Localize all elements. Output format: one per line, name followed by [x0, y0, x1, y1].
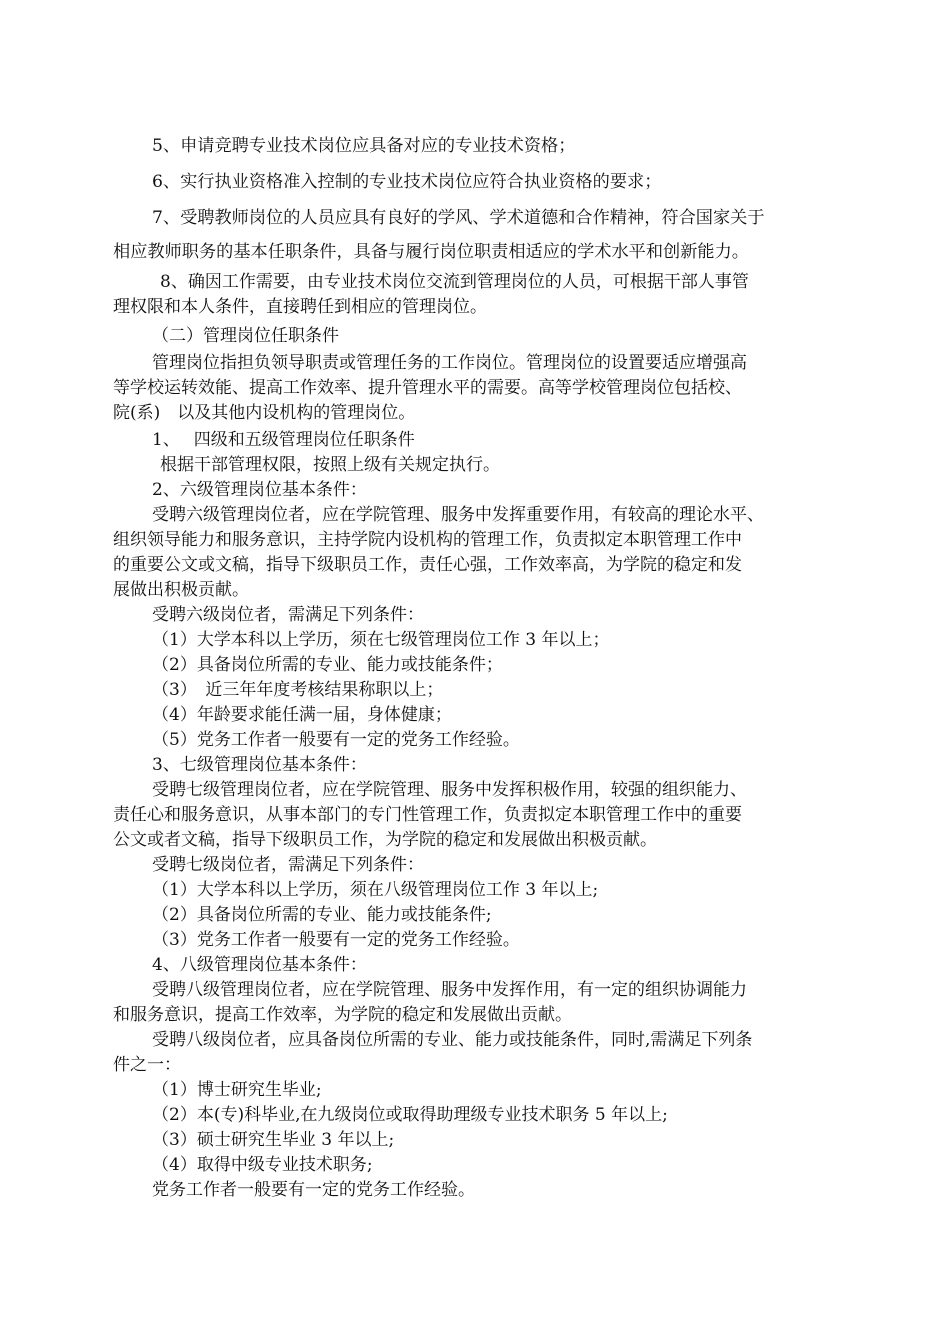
paragraph: 受聘六级管理岗位者，应在学院管理、服务中发挥重要作用，有较高的理论水平、 [152, 505, 764, 525]
paragraph: 2、六级管理岗位基本条件： [152, 480, 367, 500]
paragraph: 3、七级管理岗位基本条件： [152, 755, 367, 775]
list-item: （4）取得中级专业技术职务; [152, 1155, 373, 1175]
list-item: （3） 近三年年度考核结果称职以上； [152, 680, 444, 700]
paragraph: 6、实行执业资格准入控制的专业技术岗位应符合执业资格的要求； [152, 172, 662, 192]
list-item: （3）硕士研究生毕业 3 年以上; [152, 1130, 395, 1150]
paragraph: 党务工作者一般要有一定的党务工作经验。 [152, 1180, 475, 1200]
paragraph: 公文或者文稿，指导下级职员工作，为学院的稳定和发展做出积极贡献。 [113, 830, 657, 850]
paragraph: 责任心和服务意识，从事本部门的专门性管理工作，负责拟定本职管理工作中的重要 [113, 805, 742, 825]
list-item: （2）本(专)科毕业,在九级岗位或取得助理级专业技术职务 5 年以上; [152, 1105, 668, 1125]
list-item: （2）具备岗位所需的专业、能力或技能条件; [152, 905, 492, 925]
paragraph: 的重要公文或文稿，指导下级职员工作，责任心强，工作效率高，为学院的稳定和发 [113, 555, 742, 575]
paragraph: 5、申请竞聘专业技术岗位应具备对应的专业技术资格； [152, 136, 576, 156]
paragraph: 和服务意识，提高工作效率，为学院的稳定和发展做出贡献。 [113, 1005, 572, 1025]
section-heading: （二）管理岗位任职条件 [152, 326, 339, 346]
list-item: （2）具备岗位所需的专业、能力或技能条件； [152, 655, 503, 675]
paragraph: 受聘八级岗位者，应具备岗位所需的专业、能力或技能条件，同时,需满足下列条 [152, 1030, 753, 1050]
list-item: （3）党务工作者一般要有一定的党务工作经验。 [152, 930, 520, 950]
list-item: （5）党务工作者一般要有一定的党务工作经验。 [152, 730, 520, 750]
paragraph: 理权限和本人条件，直接聘任到相应的管理岗位。 [113, 297, 487, 317]
paragraph: 组织领导能力和服务意识，主持学院内设机构的管理工作，负责拟定本职管理工作中 [113, 530, 742, 550]
paragraph: 件之一： [113, 1055, 181, 1075]
paragraph: 受聘八级管理岗位者，应在学院管理、服务中发挥作用，有一定的组织协调能力 [152, 980, 747, 1000]
list-item: （1）博士研究生毕业; [152, 1080, 322, 1100]
paragraph: 受聘七级岗位者，需满足下列条件： [152, 855, 424, 875]
paragraph: 8、确因工作需要，由专业技术岗位交流到管理岗位的人员，可根据干部人事管 [160, 272, 749, 292]
paragraph: 展做出积极贡献。 [113, 580, 249, 600]
paragraph: 7、受聘教师岗位的人员应具有良好的学风、学术道德和合作精神，符合国家关于 [152, 208, 765, 228]
list-item: （1）大学本科以上学历，须在八级管理岗位工作 3 年以上; [152, 880, 599, 900]
list-item: （1）大学本科以上学历，须在七级管理岗位工作 3 年以上； [152, 630, 610, 650]
list-item: （4）年龄要求能任满一届，身体健康； [152, 705, 452, 725]
paragraph: 院(系) 以及其他内设机构的管理岗位。 [113, 403, 416, 423]
paragraph: 4、八级管理岗位基本条件： [152, 955, 367, 975]
paragraph: 相应教师职务的基本任职条件，具备与履行岗位职责相适应的学术水平和创新能力。 [113, 242, 749, 262]
paragraph: 受聘七级管理岗位者，应在学院管理、服务中发挥积极作用，较强的组织能力、 [152, 780, 747, 800]
paragraph: 等学校运转效能、提高工作效率、提升管理水平的需要。高等学校管理岗位包括校、 [113, 378, 742, 398]
paragraph: 管理岗位指担负领导职责或管理任务的工作岗位。管理岗位的设置要适应增强高 [152, 353, 747, 373]
paragraph: 受聘六级岗位者，需满足下列条件： [152, 605, 424, 625]
paragraph: 根据干部管理权限，按照上级有关规定执行。 [160, 455, 500, 475]
paragraph: 1、 四级和五级管理岗位任职条件 [152, 430, 415, 450]
